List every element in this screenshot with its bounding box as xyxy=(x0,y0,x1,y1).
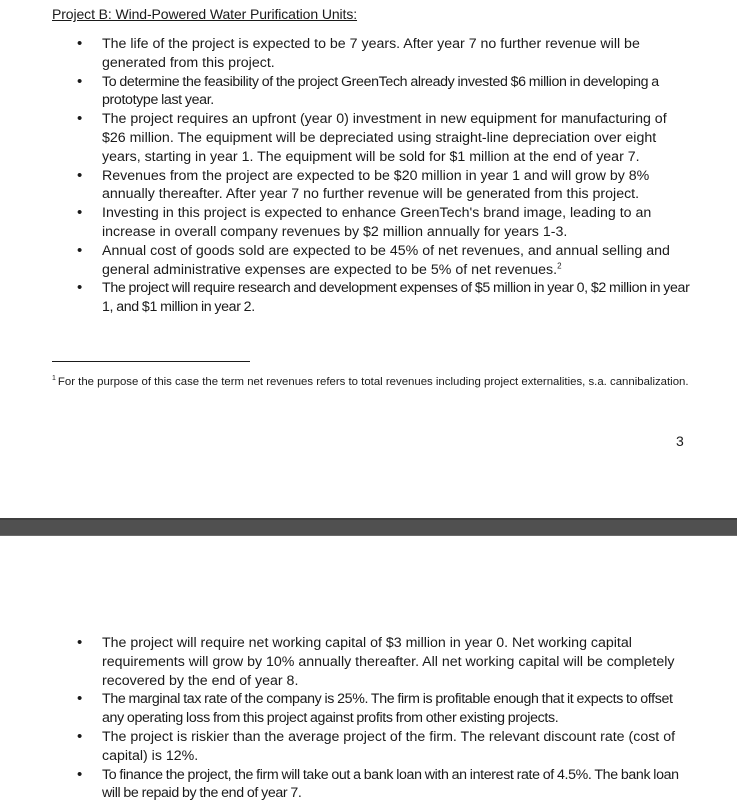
bullet-icon: • xyxy=(77,166,83,184)
bullet-list-top xyxy=(0,35,737,317)
bullet-text: The project will require research and development expenses of $5 million in year 0, $2 million in year 1, and $1 million in year 2. xyxy=(102,280,690,316)
footnote-text: For the purpose of this case the term net revenues refers to total revenues including project externalities, s.a. cannibalization. xyxy=(57,376,689,388)
page-separator xyxy=(0,518,737,536)
list-item xyxy=(0,204,737,242)
bullet-list-bottom xyxy=(0,634,737,803)
bullet-icon: • xyxy=(77,110,83,128)
footnote-marker: 1 xyxy=(52,375,56,383)
bullet-icon: • xyxy=(77,279,82,297)
bullet-text: The project requires an upfront (year 0) investment in new equipment for manufacturing of $26 million. The equipment will be depreciated using straight-line depreciation over eight years, starting in year 1. The equipment will be sold for $1 million at the end of year 7. xyxy=(102,111,667,165)
bullet-text: The life of the project is expected to be 7 years. After year 7 no further revenue will be generated from this project. xyxy=(102,36,640,71)
bullet-text: The project is riskier than the average project of the firm. The relevant discount rate (cost of capital) is 12%. xyxy=(102,728,676,764)
list-item xyxy=(0,634,737,690)
bullet-icon: • xyxy=(77,690,82,708)
list-item xyxy=(0,35,737,73)
bullet-text: Annual cost of goods sold are expected to be 45% of net revenues, and annual selling and general administrative expenses are expected to be 5% of net revenues. xyxy=(102,242,670,278)
section-heading: Project B: Wind-Powered Water Purification Units: xyxy=(52,6,358,22)
bullet-text: To determine the feasibility of the project GreenTech already invested $6 million in developing a prototype last year. xyxy=(102,73,659,109)
bullet-text: Revenues from the project are expected to be $20 million in year 1 and will grow by 8% annually thereafter. After year 7 no further revenue will be generated from this project. xyxy=(102,167,650,203)
list-item xyxy=(0,110,737,166)
list-item xyxy=(0,73,737,111)
bullet-text: To finance the project, the firm will take out a bank loan with an interest rate of 4.5%. The bank loan will be repaid by the end of year 7. xyxy=(102,766,679,802)
list-item xyxy=(0,279,737,317)
page-number: 3 xyxy=(676,433,684,449)
bullet-text: Investing in this project is expected to enhance GreenTech's brand image, leading to an increase in overall company revenues by $2 million annually for years 1-3. xyxy=(102,205,652,240)
footnote-reference: 2 xyxy=(557,260,562,270)
bullet-icon: • xyxy=(77,241,83,259)
bullet-text: The marginal tax rate of the company is 25%. The firm is profitable enough that it expects to offset any operating loss from this project against profits from other existing projects. xyxy=(102,691,673,727)
footnote-divider xyxy=(52,361,250,362)
bullet-icon: • xyxy=(77,72,82,90)
list-item xyxy=(0,167,737,205)
bullet-icon: • xyxy=(77,727,83,745)
bullet-icon: • xyxy=(77,765,82,783)
bullet-icon: • xyxy=(77,204,83,222)
list-item xyxy=(0,766,737,804)
list-item xyxy=(0,242,737,280)
list-item xyxy=(0,728,737,766)
list-item xyxy=(0,690,737,728)
bullet-text: The project will require net working capital of $3 million in year 0. Net working capital requirements will grow by 10% annually thereafter. All net working capital will be completely recovered by the end of year 8. xyxy=(102,635,675,689)
bullet-icon: • xyxy=(77,634,83,651)
document-page-bottom xyxy=(0,536,737,806)
bullet-icon: • xyxy=(77,35,83,52)
footnote xyxy=(52,374,692,391)
